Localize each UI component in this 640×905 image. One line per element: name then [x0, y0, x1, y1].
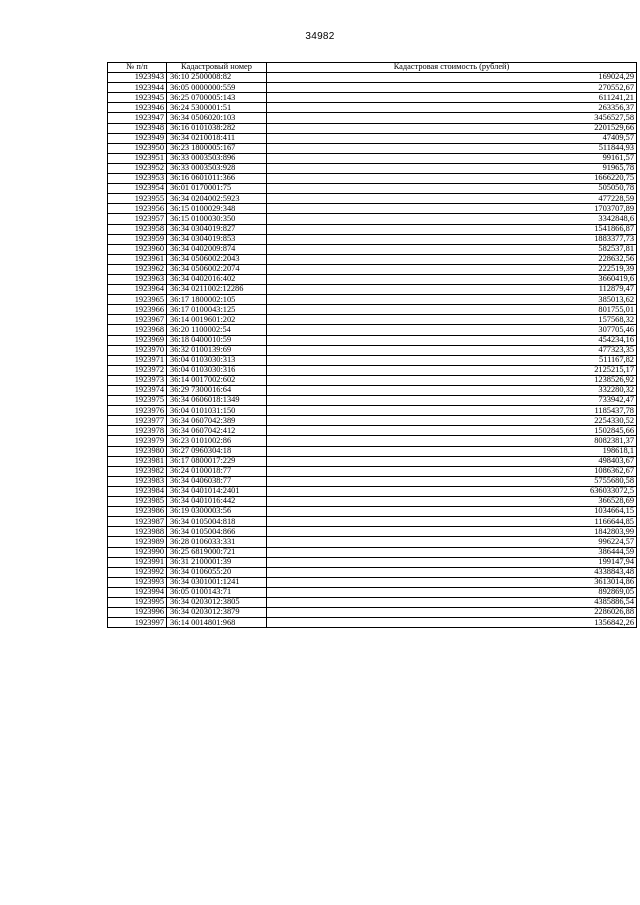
row-number-cell: 1923981: [108, 456, 167, 466]
cadastral-value-cell: 1703707,89: [267, 204, 637, 214]
cadastral-number-cell: 36:34 0105004:866: [167, 527, 267, 537]
table-row: [108, 103, 637, 113]
cadastral-number-cell: 36:15 0100030:350: [167, 214, 267, 224]
cadastral-value-cell: 270552,67: [267, 83, 637, 93]
header-cadastral-value: Кадастровая стоимость (рублей): [267, 63, 637, 73]
cadastral-value-cell: 477228,59: [267, 194, 637, 204]
table-row: [108, 123, 637, 133]
cadastral-value-cell: 1666220,75: [267, 174, 637, 184]
cadastral-value-cell: 157568,32: [267, 315, 637, 325]
cadastral-value-cell: 169024,29: [267, 73, 637, 83]
table-header-row: [108, 63, 637, 73]
row-number-cell: 1923974: [108, 386, 167, 396]
cadastral-value-cell: 99161,57: [267, 153, 637, 163]
table-row: [108, 174, 637, 184]
row-number-cell: 1923987: [108, 517, 167, 527]
cadastral-value-cell: 636033072,5: [267, 486, 637, 496]
table-row: [108, 113, 637, 123]
cadastral-value-cell: 505050,78: [267, 184, 637, 194]
cadastral-value-cell: 366528,69: [267, 497, 637, 507]
table-row: [108, 507, 637, 517]
table-row: [108, 587, 637, 597]
cadastral-number-cell: 36:10 2500008:82: [167, 73, 267, 83]
cadastral-number-cell: 36:25 0700005:143: [167, 93, 267, 103]
cadastral-number-cell: 36:34 0203012:3879: [167, 608, 267, 618]
row-number-cell: 1923980: [108, 446, 167, 456]
table-row: [108, 375, 637, 385]
table-row: [108, 305, 637, 315]
cadastral-value-cell: 582537,81: [267, 244, 637, 254]
cadastral-value-cell: 3613014,86: [267, 577, 637, 587]
table-row: [108, 295, 637, 305]
cadastral-value-cell: 4385886,54: [267, 597, 637, 607]
cadastral-number-cell: 36:34 0304019:827: [167, 224, 267, 234]
row-number-cell: 1923958: [108, 224, 167, 234]
cadastral-value-cell: 511844,93: [267, 143, 637, 153]
row-number-cell: 1923976: [108, 406, 167, 416]
row-number-cell: 1923953: [108, 174, 167, 184]
table-row: [108, 204, 637, 214]
cadastral-value-cell: 996224,57: [267, 537, 637, 547]
cadastral-value-cell: 386444,59: [267, 547, 637, 557]
table-row: [108, 194, 637, 204]
cadastral-number-cell: 36:34 0105004:818: [167, 517, 267, 527]
table-row: [108, 486, 637, 496]
row-number-cell: 1923972: [108, 365, 167, 375]
cadastral-value-cell: 498403,67: [267, 456, 637, 466]
table-row: [108, 406, 637, 416]
row-number-cell: 1923950: [108, 143, 167, 153]
row-number-cell: 1923959: [108, 234, 167, 244]
table-row: [108, 446, 637, 456]
table-row: [108, 224, 637, 234]
row-number-cell: 1923955: [108, 194, 167, 204]
table-row: [108, 133, 637, 143]
cadastral-number-cell: 36:34 0204002:5923: [167, 194, 267, 204]
cadastral-number-cell: 36:31 2100001:39: [167, 557, 267, 567]
header-row-number: № п/п: [108, 63, 167, 73]
cadastral-number-cell: 36:25 6819000:721: [167, 547, 267, 557]
row-number-cell: 1923986: [108, 507, 167, 517]
cadastral-value-cell: 3456527,58: [267, 113, 637, 123]
cadastral-number-cell: 36:24 5300001:51: [167, 103, 267, 113]
table-row: [108, 608, 637, 618]
cadastral-number-cell: 36:34 0506002:2074: [167, 264, 267, 274]
cadastral-number-cell: 36:34 0106055:20: [167, 567, 267, 577]
table-row: [108, 355, 637, 365]
table-row: [108, 274, 637, 284]
page-number: 34982: [305, 31, 335, 42]
cadastral-value-cell: 91965,78: [267, 163, 637, 173]
cadastral-value-cell: 263356,37: [267, 103, 637, 113]
table-row: [108, 527, 637, 537]
cadastral-value-cell: 5755680,58: [267, 476, 637, 486]
table-row: [108, 466, 637, 476]
cadastral-number-cell: 36:17 1800002:105: [167, 295, 267, 305]
cadastral-number-cell: 36:04 0103030:313: [167, 355, 267, 365]
table-row: [108, 153, 637, 163]
row-number-cell: 1923994: [108, 587, 167, 597]
cadastral-value-cell: 454234,16: [267, 335, 637, 345]
cadastral-number-cell: 36:14 0017002:602: [167, 375, 267, 385]
cadastral-value-cell: 1842803,99: [267, 527, 637, 537]
cadastral-number-cell: 36:24 0100018:77: [167, 466, 267, 476]
row-number-cell: 1923983: [108, 476, 167, 486]
cadastral-number-cell: 36:34 0401016:442: [167, 497, 267, 507]
row-number-cell: 1923997: [108, 618, 167, 628]
row-number-cell: 1923992: [108, 567, 167, 577]
row-number-cell: 1923962: [108, 264, 167, 274]
cadastral-value-cell: 2201529,66: [267, 123, 637, 133]
table-row: [108, 163, 637, 173]
cadastral-value-cell: 892869,05: [267, 587, 637, 597]
table-row: [108, 476, 637, 486]
row-number-cell: 1923993: [108, 577, 167, 587]
cadastral-number-cell: 36:23 0101002:86: [167, 436, 267, 446]
cadastral-number-cell: 36:15 0100029:348: [167, 204, 267, 214]
table-row: [108, 456, 637, 466]
cadastral-number-cell: 36:17 0800017:229: [167, 456, 267, 466]
table-row: [108, 234, 637, 244]
cadastral-number-cell: 36:27 0960304:18: [167, 446, 267, 456]
row-number-cell: 1923970: [108, 345, 167, 355]
cadastral-value-cell: 385013,62: [267, 295, 637, 305]
cadastral-number-cell: 36:14 0014801:968: [167, 618, 267, 628]
table-row: [108, 254, 637, 264]
cadastral-value-table: [107, 62, 637, 628]
row-number-cell: 1923989: [108, 537, 167, 547]
cadastral-value-cell: 222519,39: [267, 264, 637, 274]
cadastral-number-cell: 36:19 0300003:56: [167, 507, 267, 517]
row-number-cell: 1923979: [108, 436, 167, 446]
row-number-cell: 1923969: [108, 335, 167, 345]
table-row: [108, 285, 637, 295]
cadastral-value-cell: 1034664,15: [267, 507, 637, 517]
cadastral-number-cell: 36:01 0170001:75: [167, 184, 267, 194]
row-number-cell: 1923944: [108, 83, 167, 93]
cadastral-number-cell: 36:34 0406038:77: [167, 476, 267, 486]
row-number-cell: 1923954: [108, 184, 167, 194]
table-row: [108, 335, 637, 345]
cadastral-value-cell: 801755,01: [267, 305, 637, 315]
row-number-cell: 1923947: [108, 113, 167, 123]
cadastral-number-cell: 36:34 0606018:1349: [167, 396, 267, 406]
row-number-cell: 1923988: [108, 527, 167, 537]
row-number-cell: 1923977: [108, 416, 167, 426]
row-number-cell: 1923990: [108, 547, 167, 557]
cadastral-number-cell: 36:33 0003503:896: [167, 153, 267, 163]
cadastral-number-cell: 36:34 0210018:411: [167, 133, 267, 143]
cadastral-number-cell: 36:34 0607042:389: [167, 416, 267, 426]
cadastral-value-cell: 47409,57: [267, 133, 637, 143]
cadastral-value-cell: 611241,21: [267, 93, 637, 103]
cadastral-number-cell: 36:05 0100143:71: [167, 587, 267, 597]
row-number-cell: 1923957: [108, 214, 167, 224]
row-number-cell: 1923964: [108, 285, 167, 295]
table-row: [108, 557, 637, 567]
row-number-cell: 1923966: [108, 305, 167, 315]
cadastral-value-cell: 1166644,85: [267, 517, 637, 527]
cadastral-number-cell: 36:34 0607042:412: [167, 426, 267, 436]
cadastral-number-cell: 36:34 0203012:3805: [167, 597, 267, 607]
cadastral-number-cell: 36:34 0304019:853: [167, 234, 267, 244]
row-number-cell: 1923960: [108, 244, 167, 254]
cadastral-value-cell: 2286026,88: [267, 608, 637, 618]
cadastral-number-cell: 36:16 0601011:366: [167, 174, 267, 184]
cadastral-value-cell: 1541866,87: [267, 224, 637, 234]
cadastral-value-cell: 8082381,37: [267, 436, 637, 446]
table-row: [108, 244, 637, 254]
row-number-cell: 1923946: [108, 103, 167, 113]
cadastral-value-cell: 1883377,73: [267, 234, 637, 244]
table-row: [108, 143, 637, 153]
cadastral-value-cell: 2254330,52: [267, 416, 637, 426]
cadastral-number-cell: 36:28 0106033:331: [167, 537, 267, 547]
row-number-cell: 1923949: [108, 133, 167, 143]
table-row: [108, 577, 637, 587]
cadastral-number-cell: 36:34 0211002:12286: [167, 285, 267, 295]
table-row: [108, 83, 637, 93]
table-row: [108, 73, 637, 83]
cadastral-number-cell: 36:23 1800005:167: [167, 143, 267, 153]
table-row: [108, 184, 637, 194]
row-number-cell: 1923965: [108, 295, 167, 305]
table-row: [108, 365, 637, 375]
row-number-cell: 1923945: [108, 93, 167, 103]
cadastral-number-cell: 36:14 0019601:202: [167, 315, 267, 325]
table-row: [108, 567, 637, 577]
cadastral-number-cell: 36:34 0402009:874: [167, 244, 267, 254]
table-row: [108, 436, 637, 446]
cadastral-value-cell: 1238526,92: [267, 375, 637, 385]
table-row: [108, 93, 637, 103]
row-number-cell: 1923967: [108, 315, 167, 325]
cadastral-value-cell: 3660419,6: [267, 274, 637, 284]
cadastral-number-cell: 36:34 0401014:2401: [167, 486, 267, 496]
table-row: [108, 517, 637, 527]
table-row: [108, 264, 637, 274]
cadastral-number-cell: 36:04 0101031:150: [167, 406, 267, 416]
row-number-cell: 1923961: [108, 254, 167, 264]
row-number-cell: 1923982: [108, 466, 167, 476]
table-row: [108, 386, 637, 396]
table-row: [108, 426, 637, 436]
header-cadastral-number: Кадастровый номер: [167, 63, 267, 73]
cadastral-number-cell: 36:18 0400010:59: [167, 335, 267, 345]
row-number-cell: 1923951: [108, 153, 167, 163]
cadastral-value-cell: 1185437,78: [267, 406, 637, 416]
row-number-cell: 1923943: [108, 73, 167, 83]
table-row: [108, 416, 637, 426]
table-row: [108, 214, 637, 224]
cadastral-value-cell: 2125215,17: [267, 365, 637, 375]
row-number-cell: 1923975: [108, 396, 167, 406]
cadastral-number-cell: 36:04 0103030:316: [167, 365, 267, 375]
cadastral-value-cell: 3342848,6: [267, 214, 637, 224]
row-number-cell: 1923996: [108, 608, 167, 618]
row-number-cell: 1923995: [108, 597, 167, 607]
cadastral-number-cell: 36:05 0000000:559: [167, 83, 267, 93]
cadastral-value-cell: 477323,35: [267, 345, 637, 355]
cadastral-number-cell: 36:34 0506020:103: [167, 113, 267, 123]
cadastral-number-cell: 36:34 0301001:1241: [167, 577, 267, 587]
cadastral-value-cell: 307705,46: [267, 325, 637, 335]
cadastral-number-cell: 36:20 1100002:54: [167, 325, 267, 335]
row-number-cell: 1923985: [108, 497, 167, 507]
cadastral-value-cell: 1356842,26: [267, 618, 637, 628]
cadastral-value-cell: 733942,47: [267, 396, 637, 406]
table-row: [108, 597, 637, 607]
cadastral-value-cell: 332280,32: [267, 386, 637, 396]
row-number-cell: 1923984: [108, 486, 167, 496]
table-row: [108, 396, 637, 406]
cadastral-value-cell: 112879,47: [267, 285, 637, 295]
table-body: [108, 73, 637, 628]
cadastral-number-cell: 36:16 0101038:282: [167, 123, 267, 133]
row-number-cell: 1923948: [108, 123, 167, 133]
table-row: [108, 537, 637, 547]
table-row: [108, 497, 637, 507]
cadastral-number-cell: 36:29 7300016:64: [167, 386, 267, 396]
cadastral-number-cell: 36:32 0100139:69: [167, 345, 267, 355]
cadastral-number-cell: 36:17 0100043:125: [167, 305, 267, 315]
row-number-cell: 1923971: [108, 355, 167, 365]
table-row: [108, 315, 637, 325]
cadastral-value-cell: 228632,56: [267, 254, 637, 264]
row-number-cell: 1923952: [108, 163, 167, 173]
table-row: [108, 547, 637, 557]
cadastral-number-cell: 36:34 0402016:402: [167, 274, 267, 284]
row-number-cell: 1923956: [108, 204, 167, 214]
cadastral-value-cell: 511167,82: [267, 355, 637, 365]
row-number-cell: 1923963: [108, 274, 167, 284]
cadastral-value-cell: 1502845,66: [267, 426, 637, 436]
cadastral-number-cell: 36:34 0506002:2043: [167, 254, 267, 264]
cadastral-value-cell: 1086362,67: [267, 466, 637, 476]
cadastral-number-cell: 36:33 0003503:928: [167, 163, 267, 173]
cadastral-value-cell: 198618,1: [267, 446, 637, 456]
table-row: [108, 618, 637, 628]
cadastral-value-cell: 4338843,48: [267, 567, 637, 577]
row-number-cell: 1923968: [108, 325, 167, 335]
row-number-cell: 1923991: [108, 557, 167, 567]
table-row: [108, 325, 637, 335]
cadastral-value-cell: 199147,94: [267, 557, 637, 567]
table-row: [108, 345, 637, 355]
row-number-cell: 1923978: [108, 426, 167, 436]
row-number-cell: 1923973: [108, 375, 167, 385]
